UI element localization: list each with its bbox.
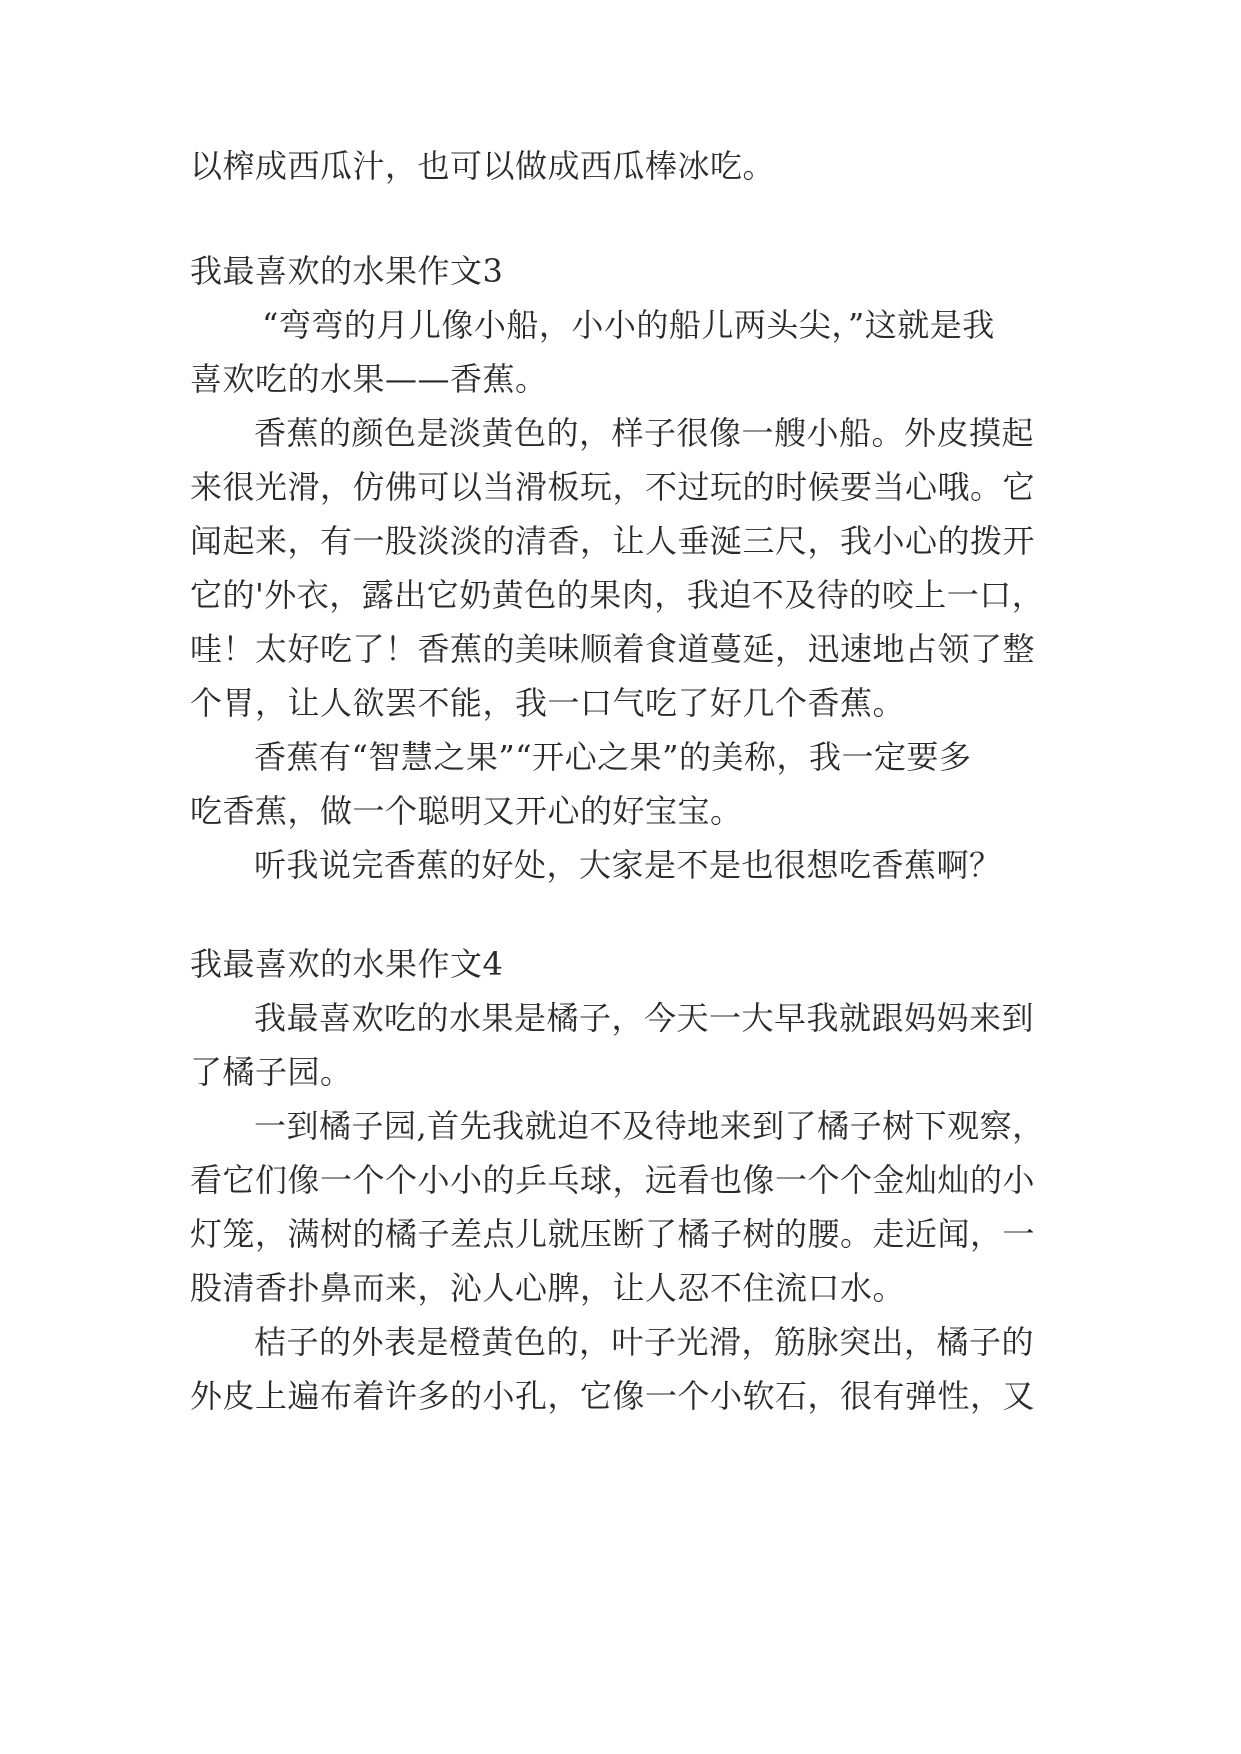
paragraph-line: 喜欢吃的水果——香蕉。: [190, 360, 548, 398]
paragraph-line: 哇！太好吃了！香蕉的美味顺着食道蔓延，迅速地占领了整: [190, 630, 1036, 668]
paragraph-line: 以榨成西瓜汁，也可以做成西瓜棒冰吃。: [190, 147, 776, 185]
paragraph-line: 我最喜欢吃的水果是橘子，今天一大早我就跟妈妈来到: [254, 999, 1035, 1037]
paragraph-line: 吃香蕉，做一个聪明又开心的好宝宝。: [190, 792, 743, 830]
paragraph-line: 听我说完香蕉的好处，大家是不是也很想吃香蕉啊？: [254, 846, 1002, 884]
essay-title-3: 我最喜欢的水果作文3: [190, 252, 504, 290]
paragraph-line: 它的'外衣，露出它奶黄色的果肉，我迫不及待的咬上一口，: [190, 576, 1045, 614]
paragraph-line: 股清香扑鼻而来，沁人心脾，让人忍不住流口水。: [190, 1269, 906, 1307]
paragraph-line: 一到橘子园,首先我就迫不及待地来到了橘子树下观察，: [254, 1107, 1045, 1145]
paragraph-line: 了橘子园。: [190, 1053, 353, 1091]
paragraph-line: 外皮上遍布着许多的小孔，它像一个小软石，很有弹性，又: [190, 1377, 1036, 1415]
paragraph-line: 闻起来，有一股淡淡的清香，让人垂涎三尺，我小心的拨开: [190, 522, 1036, 560]
paragraph-line: 灯笼，满树的橘子差点儿就压断了橘子树的腰。走近闻，一: [190, 1215, 1036, 1253]
paragraph-line: 香蕉的颜色是淡黄色的，样子很像一艘小船。外皮摸起: [254, 414, 1035, 452]
paragraph-line: “弯弯的月儿像小船，小小的船儿两头尖，”这就是我: [262, 306, 995, 344]
paragraph-line: 看它们像一个个小小的乒乓球，远看也像一个个金灿灿的小: [190, 1161, 1036, 1199]
paragraph-line: 个胃，让人欲罢不能，我一口气吃了好几个香蕉。: [190, 684, 906, 722]
paragraph-line: 来很光滑，仿佛可以当滑板玩，不过玩的时候要当心哦。它: [190, 468, 1036, 506]
paragraph-line: 桔子的外表是橙黄色的，叶子光滑，筋脉突出，橘子的: [254, 1323, 1035, 1361]
paragraph-line: 香蕉有“智慧之果”“开心之果”的美称，我一定要多: [254, 738, 972, 776]
essay-title-4: 我最喜欢的水果作文4: [190, 945, 504, 983]
